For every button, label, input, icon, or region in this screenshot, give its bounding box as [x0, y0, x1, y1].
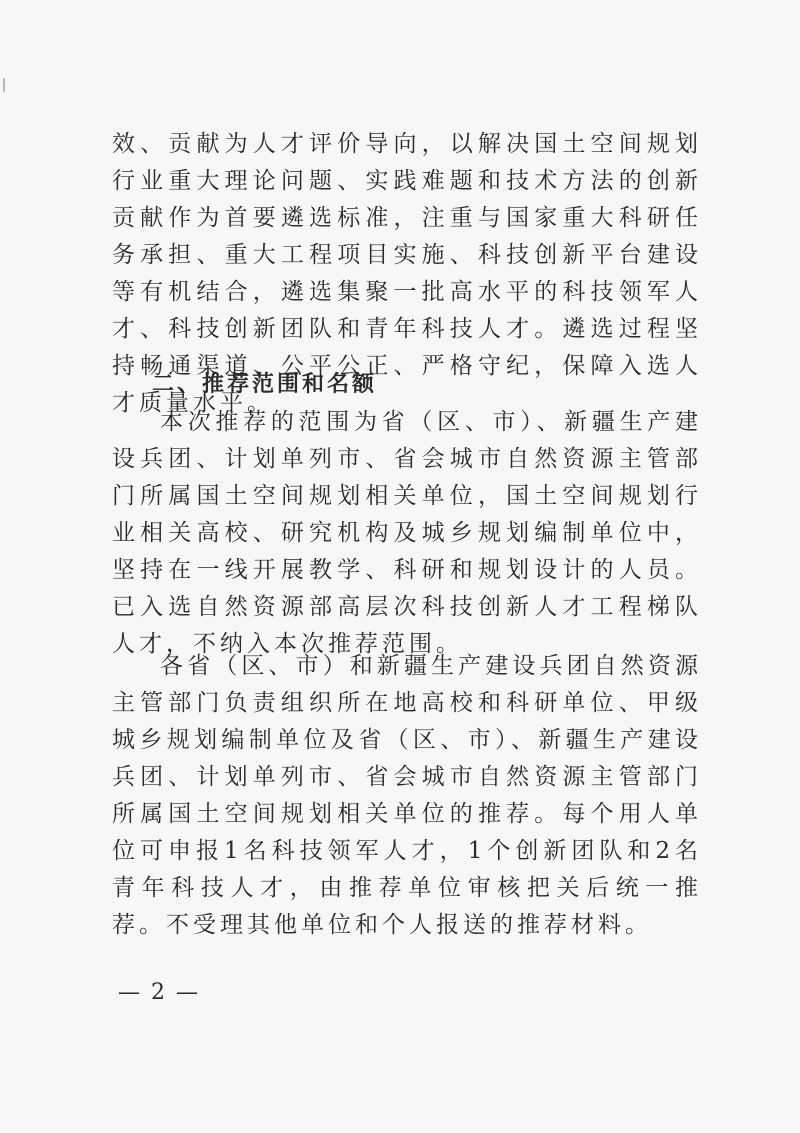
scan-edge-mark — [3, 78, 5, 92]
paragraph-recommendation-quota: 各省（区、市）和新疆生产建设兵团自然资源主管部门负责组织所在地高校和科研单位、甲级城乡规划编制单位及省（区、市）、新疆生产建设兵团、计划单列市、省会城市自然资源主管部门所属国土空间规划相关单位的推荐。每个用人单位可申报1名科技领军人才，1个创新团队和2名青年科技人才，由推荐单位审核把关后统一推荐。不受理其他单位和个人报送的推荐材料。 — [112, 653, 702, 938]
section-heading-recommendation-scope: 二、推荐范围和名额 — [152, 372, 378, 397]
page-number: — 2 — — [118, 980, 200, 1005]
paragraph-talent-evaluation-criteria: 效、贡献为人才评价导向，以解决国土空间规划行业重大理论问题、实践难题和技术方法的创新贡献作为首要遴选标准，注重与国家重大科研任务承担、重大工程项目实施、科技创新平台建设等有机结合，遴选集聚一批高水平的科技领军人才、科技创新团队和青年科技人才。遴选过程坚持畅通渠道、公平公正、严格守纪，保障入选人才质量水平。 — [112, 131, 702, 416]
paragraph-recommendation-scope: 本次推荐的范围为省（区、市）、新疆生产建设兵团、计划单列市、省会城市自然资源主管部门所属国土空间规划相关单位，国土空间规划行业相关高校、研究机构及城乡规划编制单位中，坚持在一线开展教学、科研和规划设计的人员。已入选自然资源部高层次科技创新人才工程梯队人才，不纳入本次推荐范围。 — [112, 409, 702, 657]
